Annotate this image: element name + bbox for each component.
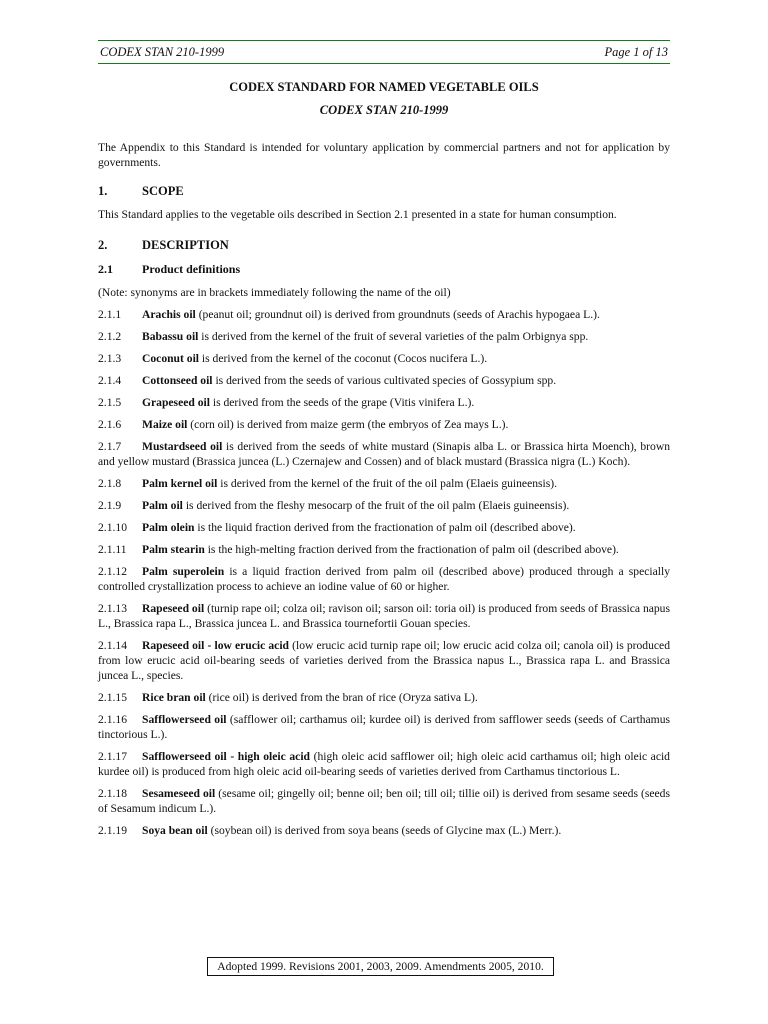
header-page-number: Page 1 of 13: [604, 45, 668, 59]
adoption-footer: Adopted 1999. Revisions 2001, 2003, 2009. Amendments 2005, 2010.: [207, 957, 554, 976]
definition-number: 2.1.17: [98, 750, 127, 763]
subsection-number: 2.1: [98, 262, 113, 276]
oil-name: Rice bran oil: [142, 691, 206, 704]
subsection-product-definitions-heading: [98, 262, 670, 277]
definition-number: 2.1.9: [98, 499, 122, 512]
oil-name: Safflowerseed oil - high oleic acid: [142, 750, 310, 763]
definition-number: 2.1.11: [98, 543, 127, 556]
oil-name: Safflowerseed oil: [142, 713, 227, 726]
section-number: 2.: [98, 238, 108, 252]
definition-number: 2.1.16: [98, 713, 127, 726]
definition-text: is derived from the kernel of the coconut (Cocos nucifera L.).: [201, 352, 488, 365]
definition-text: (low erucic acid turnip rape oil; low erucic acid colza oil; canola oil) is produced from low erucic acid oil-bearing seeds of varieties derived from the Brassica napus L., Brassica rapa L. and Brassica juncea L., species.: [98, 639, 670, 682]
definition-text: is derived from the fleshy mesocarp of the fruit of the oil palm (Elaeis guineensis).: [185, 499, 570, 512]
definition-number: 2.1.12: [98, 565, 127, 578]
definition-number: 2.1.3: [98, 352, 122, 365]
oil-name: Palm oil: [142, 499, 183, 512]
oil-name: Arachis oil: [142, 308, 196, 321]
definition-text: is derived from the seeds of various cultivated species of Gossypium spp.: [215, 374, 557, 387]
document-page: [98, 40, 670, 838]
definition-text: is derived from the seeds of white mustard (Sinapis alba L. or Brassica hirta Moench), brown and yellow mustard (Brassica juncea (L.) Czernajew and Cossen) and of black mustard (Brassica nigra (L.) Koch).: [98, 440, 670, 468]
definition-item: [98, 638, 670, 683]
oil-name: Coconut oil: [142, 352, 200, 365]
oil-name: Palm kernel oil: [142, 477, 218, 490]
definition-text: (sesame oil; gingelly oil; benne oil; ben oil; till oil; tillie oil) is derived from sesame seeds (seeds of Sesamum indicum L.).: [98, 787, 670, 815]
header-document-code: CODEX STAN 210-1999: [100, 45, 225, 59]
definition-number: 2.1.1: [98, 308, 122, 321]
oil-name: Mustardseed oil: [142, 440, 223, 453]
oil-name: Babassu oil: [142, 330, 199, 343]
oil-name: Grapeseed oil: [142, 396, 210, 409]
scope-paragraph: This Standard applies to the vegetable oils described in Section 2.1 presented in a state for human consumption.: [98, 208, 617, 221]
definition-number: 2.1.6: [98, 418, 122, 431]
definition-text: is the liquid fraction derived from the fractionation of palm oil (described above).: [197, 521, 576, 534]
definition-text: (safflower oil; carthamus oil; kurdee oil) is derived from safflower seeds (seeds of Carthamus tinctorious L.).: [98, 713, 670, 741]
oil-name: Cottonseed oil: [142, 374, 213, 387]
definition-item: [98, 307, 670, 322]
definition-item: [98, 395, 670, 410]
definition-number: 2.1.2: [98, 330, 122, 343]
section-title: DESCRIPTION: [142, 238, 229, 252]
definition-item: [98, 439, 670, 469]
definition-item: [98, 823, 670, 838]
definition-number: 2.1.19: [98, 824, 127, 837]
oil-name: Palm stearin: [142, 543, 205, 556]
definition-text: (peanut oil; groundnut oil) is derived from groundnuts (seeds of Arachis hypogaea L.).: [198, 308, 600, 321]
document-subtitle: CODEX STAN 210-1999: [319, 103, 449, 117]
definition-text: (high oleic acid safflower oil; high oleic acid carthamus oil; high oleic acid kurdee oil) is produced from high oleic acid oil-bearing seeds of varieties derived from Carthamus tinctorious L.: [98, 750, 670, 778]
definitions-list: [98, 307, 670, 838]
oil-name: Rapeseed oil: [142, 602, 205, 615]
page-header: [98, 40, 670, 64]
definition-text: (turnip rape oil; colza oil; ravison oil; sarson oil: toria oil) is produced from seeds of Brassica napus L., Brassica rapa L., Brassica juncea L. and Brassica tournefortii Gouan species.: [98, 602, 670, 630]
definition-number: 2.1.15: [98, 691, 127, 704]
definition-text: is a liquid fraction derived from palm oil (described above) produced through a specially controlled crystallization process to achieve an iodine value of 60 or higher.: [98, 565, 670, 593]
definition-number: 2.1.8: [98, 477, 122, 490]
definition-item: [98, 601, 670, 631]
definition-item: [98, 712, 670, 742]
section-title: SCOPE: [142, 184, 184, 198]
oil-name: Maize oil: [142, 418, 188, 431]
definition-text: is the high-melting fraction derived from the fractionation of palm oil (described above).: [207, 543, 619, 556]
definition-text: is derived from the kernel of the fruit of several varieties of the palm Orbignya spp.: [201, 330, 589, 343]
definition-number: 2.1.5: [98, 396, 122, 409]
definition-item: [98, 749, 670, 779]
definition-text: is derived from the seeds of the grape (Vitis vinifera L.).: [212, 396, 475, 409]
section-number: 1.: [98, 184, 108, 198]
section-description-heading: [98, 238, 670, 253]
oil-name: Palm superolein: [142, 565, 225, 578]
oil-name: Rapeseed oil - low erucic acid: [142, 639, 289, 652]
definition-item: [98, 476, 670, 491]
oil-name: Soya bean oil: [142, 824, 208, 837]
definition-item: [98, 351, 670, 366]
definition-item: [98, 542, 670, 557]
definition-number: 2.1.18: [98, 787, 127, 800]
definition-item: [98, 373, 670, 388]
definition-item: [98, 520, 670, 535]
definition-text: (rice oil) is derived from the bran of rice (Oryza sativa L).: [208, 691, 478, 704]
definition-item: [98, 690, 670, 705]
definition-text: (soybean oil) is derived from soya beans (seeds of Glycine max (L.) Merr.).: [210, 824, 562, 837]
definition-number: 2.1.13: [98, 602, 127, 615]
oil-name: Palm olein: [142, 521, 195, 534]
definition-item: [98, 786, 670, 816]
section-scope-heading: [98, 184, 670, 199]
definition-number: 2.1.7: [98, 440, 122, 453]
intro-paragraph: The Appendix to this Standard is intended for voluntary application by commercial partners and not for application by governments.: [98, 141, 670, 169]
subsection-title: Product definitions: [142, 262, 241, 276]
definition-text: is derived from the kernel of the fruit of the oil palm (Elaeis guineensis).: [220, 477, 558, 490]
definition-number: 2.1.4: [98, 374, 122, 387]
oil-name: Sesameseed oil: [142, 787, 216, 800]
synonyms-note: (Note: synonyms are in brackets immediately following the name of the oil): [98, 286, 451, 299]
definition-number: 2.1.10: [98, 521, 127, 534]
definition-item: [98, 329, 670, 344]
definition-number: 2.1.14: [98, 639, 127, 652]
definition-text: (corn oil) is derived from maize germ (the embryos of Zea mays L.).: [190, 418, 509, 431]
document-title: CODEX STANDARD FOR NAMED VEGETABLE OILS: [229, 80, 539, 94]
definition-item: [98, 498, 670, 513]
definition-item: [98, 564, 670, 594]
definition-item: [98, 417, 670, 432]
